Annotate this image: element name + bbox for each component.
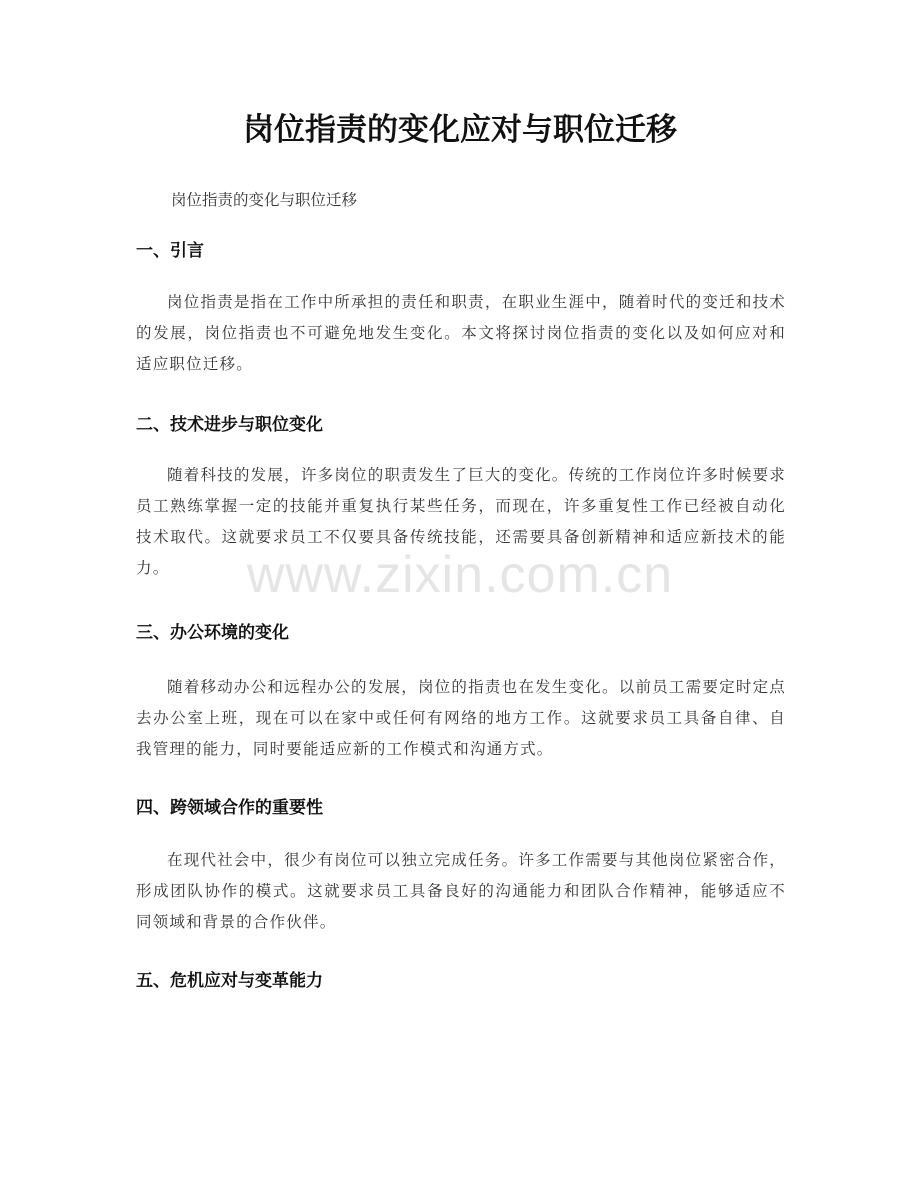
document-title: 岗位指责的变化应对与职位迁移 [243,112,677,148]
section-heading-tech: 二、技术进步与职位变化 [136,415,323,435]
section-paragraph-tech: 随着科技的发展，许多岗位的职责发生了巨大的变化。传统的工作岗位许多时候要求员工熟练掌握一定的技能并重复执行某些任务，而现在，许多重复性工作已经被自动化技术取代。这就要求员工不仅要具备传统技能，还需要具备创新精神和适应新技术的能力。 [136,466,786,577]
section-paragraph-office: 随着移动办公和远程办公的发展，岗位的指责也在发生变化。以前员工需要定时定点去办公室上班，现在可以在家中或任何有网络的地方工作。这就要求员工具备自律、自我管理的能力，同时要能适应新的工作模式和沟通方式。 [136,678,786,758]
section-paragraph-collab: 在现代社会中，很少有岗位可以独立完成任务。许多工作需要与其他岗位紧密合作，形成团队协作的模式。这就要求员工具备良好的沟通能力和团队合作精神，能够适应不同领域和背景的合作伙伴。 [136,851,786,931]
section-paragraph-intro: 岗位指责是指在工作中所承担的责任和职责，在职业生涯中，随着时代的变迁和技术的发展，岗位指责也不可避免地发生变化。本文将探讨岗位指责的变化以及如何应对和适应职位迁移。 [136,293,786,373]
site-watermark: www.zixin.com.cn [246,546,674,604]
section-heading-intro: 一、引言 [136,241,204,261]
document-subtitle: 岗位指责的变化与职位迁移 [171,191,358,209]
section-heading-crisis: 五、危机应对与变革能力 [136,971,323,991]
section-heading-office: 三、办公环境的变化 [136,623,289,643]
section-heading-collab: 四、跨领域合作的重要性 [136,798,323,818]
